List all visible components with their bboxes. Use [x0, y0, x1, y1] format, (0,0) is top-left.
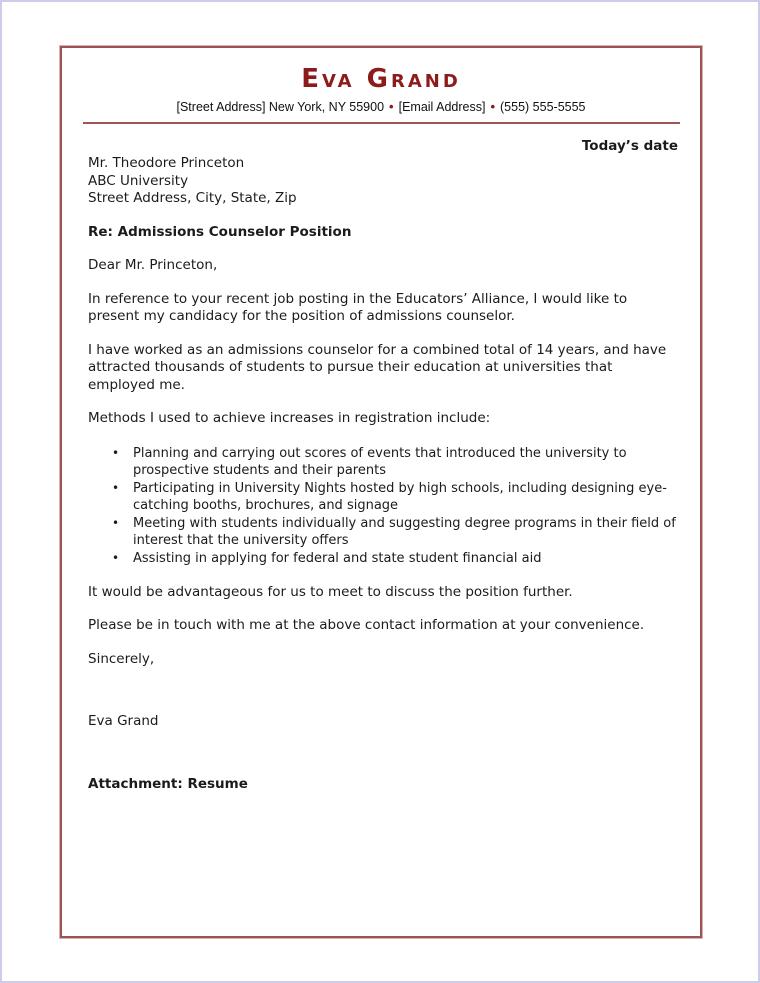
- letterhead: [62, 48, 700, 124]
- recipient-name: Mr. Theodore Princeton: [88, 155, 245, 171]
- letterhead-divider: [83, 122, 680, 124]
- salutation: Dear Mr. Princeton,: [88, 257, 218, 273]
- bullet-text: Planning and carrying out scores of events that introduced the university to prospective students and their parents: [133, 445, 627, 479]
- recipient-address: Street Address, City, State, Zip: [88, 190, 297, 206]
- bullet-item: [88, 480, 678, 515]
- valediction: Sincerely,: [88, 650, 155, 667]
- contact-street-address: [Street Address] New York, NY 55900: [176, 100, 385, 114]
- paragraph: It would be advantageous for us to meet to discuss the position further.: [88, 583, 573, 600]
- signature-name: Eva Grand: [88, 713, 159, 730]
- contact-email: [Email Address]: [398, 100, 486, 114]
- bullet-item: [88, 445, 678, 480]
- paragraph: Please be in touch with me at the above contact information at your convenience.: [88, 617, 645, 634]
- methods-intro: Methods I used to achieve increases in registration include:: [88, 410, 491, 426]
- contact-phone: (555) 555-5555: [500, 100, 586, 114]
- letterhead-name: Eva Grand: [301, 64, 461, 94]
- bullet-icon: •: [112, 480, 120, 495]
- subject-line: Re: Admissions Counselor Position: [88, 223, 352, 240]
- recipient-organization: ABC University: [88, 172, 189, 189]
- letter-page: [60, 46, 702, 938]
- date-line: Today’s date: [581, 138, 678, 154]
- bullet-icon: •: [112, 445, 120, 460]
- paragraph: In reference to your recent job posting in the Educators’ Alliance, I would like to present my candidacy for the position of admissions counselor.: [88, 290, 628, 324]
- letter-body: [88, 137, 678, 793]
- attachment-line: Attachment: Resume: [88, 775, 248, 792]
- bullet-text: Participating in University Nights hosted by high schools, including designing eye-catching booths, brochures, and signage: [133, 480, 667, 514]
- bullet-text: Meeting with students individually and suggesting degree programs in their field of interest that the university offers: [133, 515, 676, 549]
- paragraph: I have worked as an admissions counselor for a combined total of 14 years, and have attracted thousands of students to pursue their education at universities that employed me.: [88, 341, 667, 393]
- contact-separator-dot-icon: •: [490, 99, 496, 114]
- contact-line: [62, 99, 700, 115]
- bullet-list: [88, 444, 678, 568]
- bullet-item: [88, 550, 678, 568]
- bullet-text: Assisting in applying for federal and state student financial aid: [133, 551, 542, 567]
- bullet-icon: •: [112, 551, 120, 566]
- bullet-item: [88, 515, 678, 550]
- bullet-icon: •: [112, 515, 120, 530]
- contact-separator-dot-icon: •: [389, 99, 394, 114]
- recipient-block: [88, 155, 678, 208]
